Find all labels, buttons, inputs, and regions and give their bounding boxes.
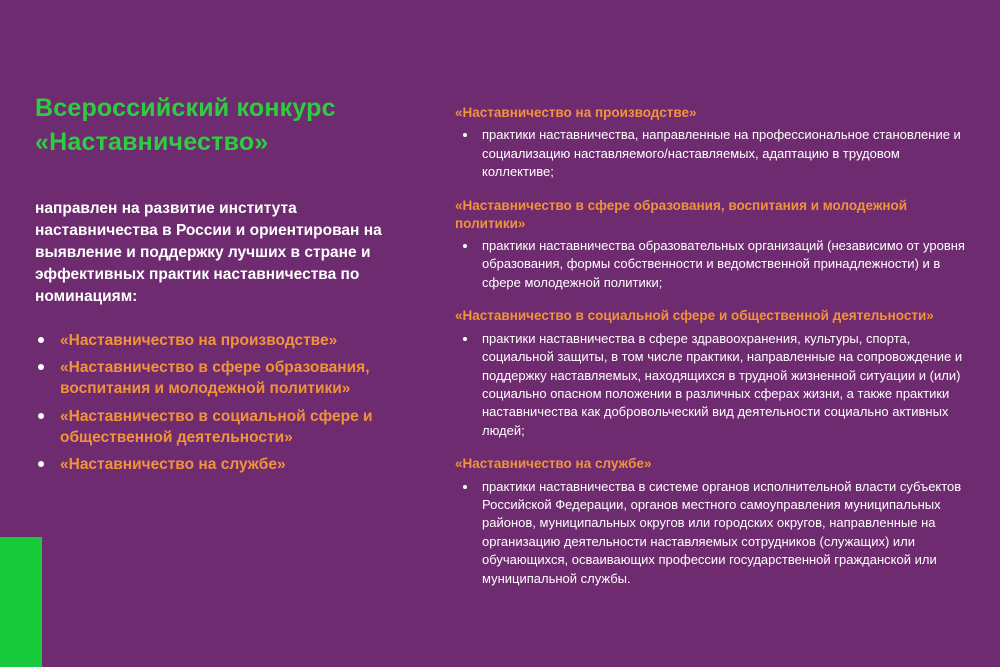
- bullet-icon: [463, 485, 467, 489]
- list-item: [455, 330, 975, 441]
- bullet-icon: [38, 461, 44, 467]
- section-heading: «Наставничество в сфере образования, воспитания и молодежной политики»: [455, 197, 908, 231]
- section-service: [455, 455, 975, 588]
- nomination-label: «Наставничество на службе»: [60, 456, 286, 474]
- section-body: [455, 478, 975, 589]
- section-education: [455, 197, 975, 293]
- page-title-line-1: Всероссийский конкурс: [35, 94, 336, 122]
- right-column: [455, 104, 975, 603]
- section-text: практики наставничества в системе органов исполнительной власти субъектов Российской Федерации, органов местного самоуправления муниципальных районов, муниципальных округов или городских округов, направленные на организацию деятельности наставляемых сотрудников (служащих) или обучающихся, осваивающих профессии государственной гражданской или муниципальной службы.: [482, 478, 962, 586]
- page-title-line-2: «Наставничество»: [35, 127, 269, 156]
- bullet-icon: [38, 364, 44, 370]
- list-item: [35, 454, 420, 475]
- nominations-list: [35, 330, 420, 476]
- bullet-icon: [463, 244, 467, 248]
- nomination-label: «Наставничество в социальной сфере и общественной деятельности»: [60, 407, 373, 446]
- section-text: практики наставничества в сфере здравоохранения, культуры, спорта, социальной защиты, в том числе практики, направленные на сопровождение и поддержку наставляемых, находящихся в трудной жизненной ситуации и (или) социально опасном положении в различных сферах жизни, а также практики наставничества как добровольческий вид деятельности социально активных людей;: [482, 330, 963, 438]
- bullet-icon: [463, 133, 467, 137]
- section-heading: «Наставничество на службе»: [455, 456, 652, 472]
- section-social: [455, 307, 975, 440]
- section-body: [455, 330, 975, 441]
- list-item: [35, 330, 420, 351]
- list-item: [455, 126, 975, 181]
- section-body: [455, 126, 975, 181]
- section-text: практики наставничества образовательных организаций (независимо от уровня образования, формы собственности и ведомственной принадлежности) и в сфере молодежной политики;: [482, 238, 965, 290]
- section-heading: «Наставничество в социальной сфере и общественной деятельности»: [455, 308, 934, 324]
- list-item: [455, 237, 975, 292]
- nomination-label: «Наставничество в сфере образования, воспитания и молодежной политики»: [60, 358, 370, 398]
- section-body: [455, 237, 975, 292]
- green-accent-block: [0, 537, 42, 667]
- section-heading: «Наставничество на производстве»: [455, 105, 697, 120]
- bullet-icon: [463, 337, 467, 341]
- page-title: [35, 92, 420, 160]
- section-production: [455, 104, 975, 182]
- list-item: [455, 478, 975, 589]
- bullet-icon: [38, 413, 44, 419]
- left-column: [30, 92, 420, 492]
- list-item: [35, 357, 420, 400]
- intro-paragraph: направлен на развитие института наставничества в России и ориентирован на выявление и поддержку лучших в стране и эффективных практик наставничества по номинациям:: [35, 199, 382, 305]
- bullet-icon: [38, 337, 44, 343]
- section-text: практики наставничества, направленные на профессиональное становление и социализацию наставляемого/наставляемых, адаптацию в трудовом коллективе;: [482, 127, 961, 180]
- nomination-label: «Наставничество на производстве»: [60, 331, 338, 349]
- list-item: [35, 406, 420, 449]
